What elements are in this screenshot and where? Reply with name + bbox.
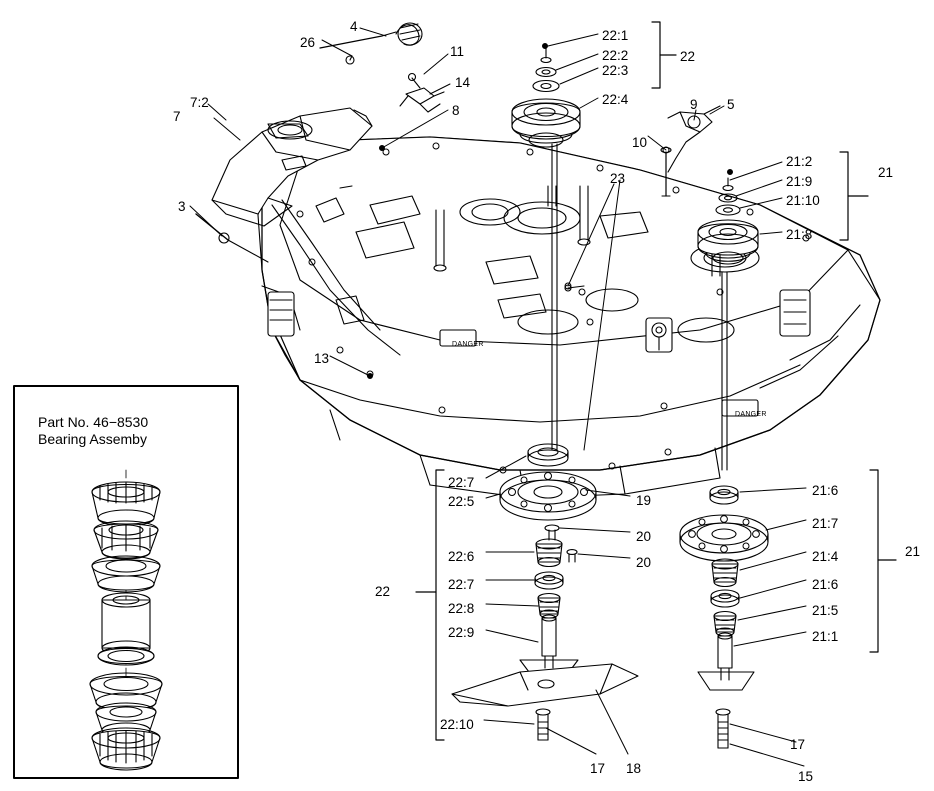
callout-22: 22 bbox=[375, 584, 391, 599]
callout-22-4: 22:4 bbox=[602, 92, 629, 107]
callout-11: 11 bbox=[450, 44, 465, 59]
callout-13: 13 bbox=[314, 351, 330, 366]
callout-21-5: 21:5 bbox=[812, 603, 839, 618]
callout-21-8: 21:8 bbox=[786, 227, 813, 242]
callout-22-6: 22:6 bbox=[448, 549, 475, 564]
inset-title bbox=[38, 414, 148, 448]
callout-7: 7 bbox=[173, 109, 181, 124]
callout-15: 15 bbox=[798, 769, 814, 784]
deck-decal: DANGER bbox=[735, 411, 767, 418]
callout-20: 20 bbox=[636, 555, 652, 570]
callout-7-2: 7:2 bbox=[190, 95, 209, 110]
callout-22-2: 22:2 bbox=[602, 48, 629, 63]
callout-22-1: 22:1 bbox=[602, 28, 629, 43]
callout-3: 3 bbox=[178, 199, 186, 214]
callout-22-7: 22:7 bbox=[448, 475, 475, 490]
callout-22-5: 22:5 bbox=[448, 494, 475, 509]
callout-21-6: 21:6 bbox=[812, 483, 839, 498]
callout-21-6: 21:6 bbox=[812, 577, 839, 592]
callout-22-9: 22:9 bbox=[448, 625, 475, 640]
callout-21-10: 21:10 bbox=[786, 193, 820, 208]
callout-21-7: 21:7 bbox=[812, 516, 839, 531]
callout-17: 17 bbox=[790, 737, 806, 752]
callout-22-3: 22:3 bbox=[602, 63, 629, 78]
callout-22: 22 bbox=[680, 49, 696, 64]
callout-19: 19 bbox=[636, 493, 652, 508]
callout-9: 9 bbox=[690, 97, 698, 112]
callout-20: 20 bbox=[636, 529, 652, 544]
callout-26: 26 bbox=[300, 35, 316, 50]
callout-22-10: 22:10 bbox=[440, 717, 474, 732]
callout-21-2: 21:2 bbox=[786, 154, 813, 169]
callout-23: 23 bbox=[610, 171, 626, 186]
callout-10: 10 bbox=[632, 135, 648, 150]
callout-8: 8 bbox=[452, 103, 460, 118]
callout-22-7: 22:7 bbox=[448, 577, 475, 592]
callout-21: 21 bbox=[905, 544, 921, 559]
callout-22-8: 22:8 bbox=[448, 601, 475, 616]
callout-14: 14 bbox=[455, 75, 471, 90]
callout-21: 21 bbox=[878, 165, 894, 180]
callout-18: 18 bbox=[626, 761, 642, 776]
deck-decal: DANGER bbox=[452, 341, 484, 348]
inset-title-line1: Part No. 46−8530 bbox=[38, 414, 149, 430]
inset-title-line2: Bearing Assemby bbox=[38, 431, 147, 447]
callout-21-1: 21:1 bbox=[812, 629, 839, 644]
callout-21-4: 21:4 bbox=[812, 549, 839, 564]
callout-17: 17 bbox=[590, 761, 606, 776]
callout-5: 5 bbox=[727, 97, 735, 112]
callout-21-9: 21:9 bbox=[786, 174, 813, 189]
callout-4: 4 bbox=[350, 19, 358, 34]
